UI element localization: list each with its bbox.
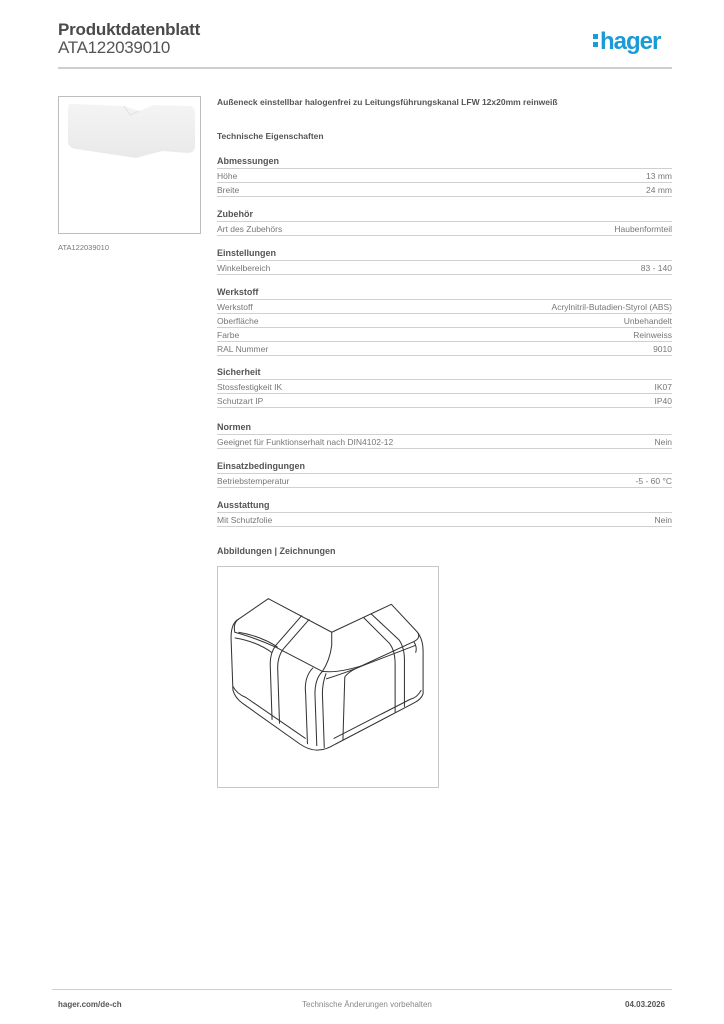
document-title: Produktdatenblatt [58,20,201,39]
article-number: ATA122039010 [58,38,171,57]
section-einsatzbedingungen [217,460,672,488]
header-divider [58,67,672,69]
table-row: RAL Nummer 9010 [217,344,672,354]
section-title: Sicherheit [217,366,672,380]
footer-disclaimer: Technische Änderungen vorbehalten [302,1000,432,1009]
section-title: Zubehör [217,208,672,222]
section-title: Ausstattung [217,499,672,513]
section-werkstoff [217,286,672,356]
table-row: Werkstoff Acrylnitril-Butadien-Styrol (ABS) [217,302,672,312]
line-drawing-icon [218,567,438,787]
section-title: Werkstoff [217,286,672,300]
footer-date: 04.03.2026 [625,1000,666,1009]
technical-properties-heading: Technische Eigenschaften [217,131,324,141]
section-abmessungen [217,155,672,197]
table-row: Oberfläche Unbehandelt [217,316,672,326]
section-zubehoer [217,208,672,236]
footer-website-link[interactable]: hager.com/de-ch [58,1000,122,1009]
figures-heading: Abbildungen | Zeichnungen [217,546,336,556]
footer-divider [52,989,672,990]
section-title: Einstellungen [217,247,672,261]
table-row: Geeignet für Funktionserhalt nach DIN4102-12 Nein [217,437,672,447]
table-row: Schutzart IP IP40 [217,396,672,406]
section-title: Abmessungen [217,155,672,169]
product-title: Außeneck einstellbar halogenfrei zu Leitungsführungskanal LFW 12x20mm reinweiß [217,97,558,107]
section-title: Normen [217,421,672,435]
table-row: Breite 24 mm [217,185,672,195]
hager-logo[interactable]: hager [593,28,660,56]
section-ausstattung [217,499,672,527]
logo-colon-icon [593,31,598,50]
table-row: Stossfestigkeit IK IK07 [217,382,672,392]
table-row: Höhe 13 mm [217,171,672,181]
thumbnail-caption: ATA122039010 [58,243,110,252]
table-row: Betriebstemperatur -5 - 60 °C [217,476,672,486]
table-row: Mit Schutzfolie Nein [217,515,672,525]
table-row: Farbe Reinweiss [217,330,672,340]
product-thumbnail [58,96,201,234]
product-photo-icon [64,103,196,161]
section-normen [217,421,672,449]
section-sicherheit [217,366,672,408]
technical-drawing [217,566,439,788]
section-einstellungen [217,247,672,275]
section-title: Einsatzbedingungen [217,460,672,474]
table-row: Art des Zubehörs Haubenformteil [217,224,672,234]
table-row: Winkelbereich 83 - 140 [217,263,672,273]
